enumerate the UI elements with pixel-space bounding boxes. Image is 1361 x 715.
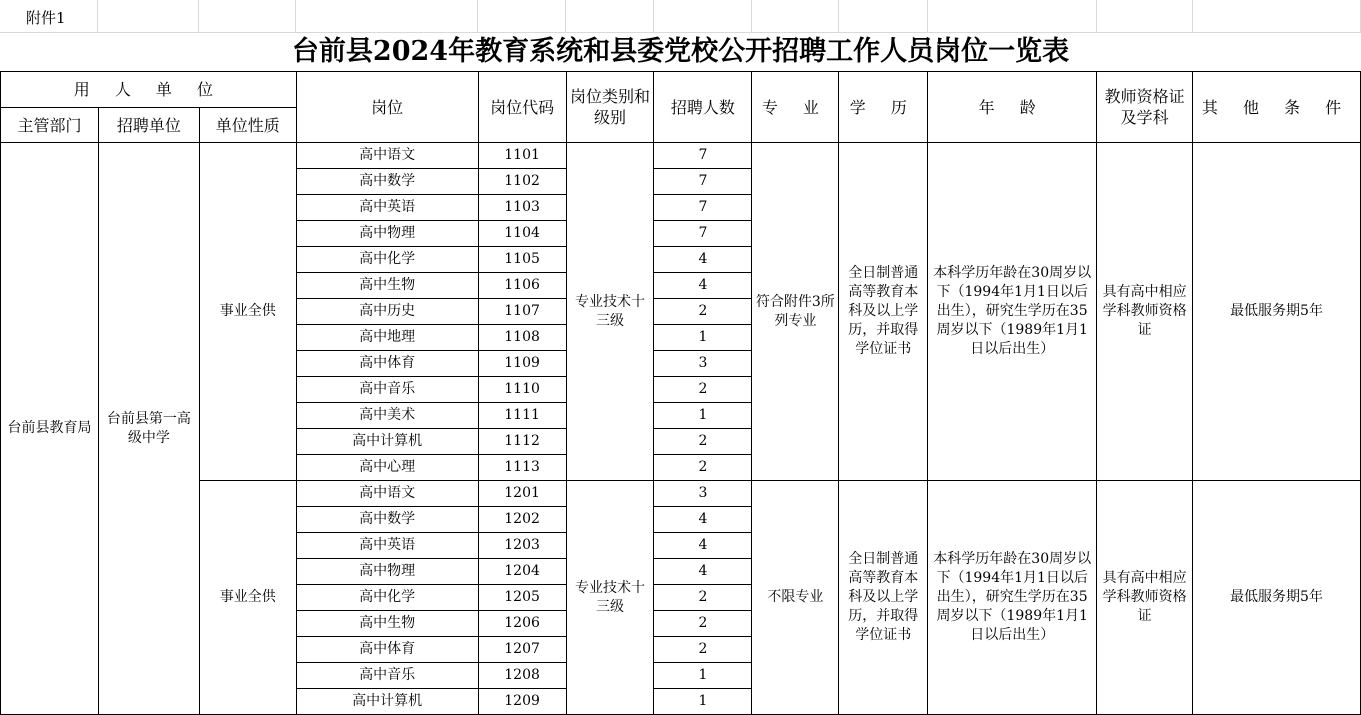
header-nature: 单位性质 — [199, 108, 296, 143]
header-age: 年 龄 — [928, 72, 1097, 143]
post-cell: 高中物理 — [296, 221, 478, 247]
count-cell: 4 — [654, 533, 752, 559]
code-cell: 1105 — [478, 247, 566, 273]
count-cell: 4 — [654, 247, 752, 273]
major-cell: 不限专业 — [752, 481, 839, 715]
count-cell: 3 — [654, 351, 752, 377]
header-count: 招聘人数 — [654, 72, 752, 143]
category-cell: 专业技术十三级 — [566, 481, 654, 715]
count-cell: 7 — [654, 221, 752, 247]
count-cell: 7 — [654, 195, 752, 221]
post-cell: 高中英语 — [296, 533, 478, 559]
post-cell: 高中心理 — [296, 455, 478, 481]
post-cell: 高中数学 — [296, 169, 478, 195]
nature-cell: 事业全供 — [199, 143, 296, 481]
code-cell: 1207 — [478, 637, 566, 663]
header-category: 岗位类别和级别 — [566, 72, 654, 143]
header-major: 专 业 — [752, 72, 839, 143]
count-cell: 4 — [654, 559, 752, 585]
code-cell: 1205 — [478, 585, 566, 611]
post-cell: 高中体育 — [296, 351, 478, 377]
post-cell: 高中数学 — [296, 507, 478, 533]
cert-cell: 具有高中相应学科教师资格证 — [1097, 481, 1193, 715]
code-cell: 1112 — [478, 429, 566, 455]
attachment-label: 附件1 — [26, 9, 66, 27]
count-cell: 4 — [654, 507, 752, 533]
code-cell: 1107 — [478, 299, 566, 325]
age-cell: 本科学历年龄在30周岁以下（1994年1月1日以后出生），研究生学历在35周岁以下（1989年1月1日以后出生） — [928, 143, 1097, 481]
other-cell: 最低服务期5年 — [1193, 481, 1361, 715]
post-cell: 高中生物 — [296, 611, 478, 637]
post-cell: 高中音乐 — [296, 663, 478, 689]
table-row — [1, 143, 1361, 169]
major-cell: 符合附件3所列专业 — [752, 143, 839, 481]
header-education: 学 历 — [839, 72, 928, 143]
code-cell: 1204 — [478, 559, 566, 585]
count-cell: 1 — [654, 689, 752, 715]
count-cell: 1 — [654, 325, 752, 351]
code-cell: 1103 — [478, 195, 566, 221]
code-cell: 1208 — [478, 663, 566, 689]
header-other: 其 他 条 件 — [1193, 72, 1361, 143]
count-cell: 2 — [654, 377, 752, 403]
count-cell: 1 — [654, 403, 752, 429]
dept-cell: 台前县教育局 — [1, 143, 99, 715]
count-cell: 2 — [654, 585, 752, 611]
post-cell: 高中美术 — [296, 403, 478, 429]
code-cell: 1104 — [478, 221, 566, 247]
post-cell: 高中地理 — [296, 325, 478, 351]
post-cell: 高中化学 — [296, 247, 478, 273]
count-cell: 2 — [654, 455, 752, 481]
code-cell: 1110 — [478, 377, 566, 403]
count-cell: 2 — [654, 611, 752, 637]
post-cell: 高中计算机 — [296, 429, 478, 455]
page-title: 台前县2024年教育系统和县委党校公开招聘工作人员岗位一览表 — [291, 36, 1070, 67]
code-cell: 1109 — [478, 351, 566, 377]
code-cell: 1102 — [478, 169, 566, 195]
header-dept: 主管部门 — [1, 108, 99, 143]
code-cell: 1108 — [478, 325, 566, 351]
post-cell: 高中英语 — [296, 195, 478, 221]
unit-cell: 台前县第一高级中学 — [98, 143, 199, 715]
count-cell: 4 — [654, 273, 752, 299]
post-cell: 高中语文 — [296, 143, 478, 169]
education-cell: 全日制普通高等教育本科及以上学历，并取得学位证书 — [839, 143, 928, 481]
header-unit: 招聘单位 — [98, 108, 199, 143]
age-cell: 本科学历年龄在30周岁以下（1994年1月1日以后出生），研究生学历在35周岁以下（1989年1月1日以后出生） — [928, 481, 1097, 715]
header-code: 岗位代码 — [478, 72, 566, 143]
nature-cell: 事业全供 — [199, 481, 296, 715]
count-cell: 1 — [654, 663, 752, 689]
code-cell: 1101 — [478, 143, 566, 169]
code-cell: 1206 — [478, 611, 566, 637]
table-body — [1, 143, 1361, 715]
post-cell: 高中音乐 — [296, 377, 478, 403]
education-cell: 全日制普通高等教育本科及以上学历，并取得学位证书 — [839, 481, 928, 715]
post-cell: 高中物理 — [296, 559, 478, 585]
count-cell: 3 — [654, 481, 752, 507]
code-cell: 1106 — [478, 273, 566, 299]
header-post: 岗位 — [296, 72, 478, 143]
code-cell: 1113 — [478, 455, 566, 481]
post-cell: 高中体育 — [296, 637, 478, 663]
recruitment-table — [0, 71, 1361, 715]
post-cell: 高中计算机 — [296, 689, 478, 715]
header-cert: 教师资格证及学科 — [1097, 72, 1193, 143]
post-cell: 高中生物 — [296, 273, 478, 299]
count-cell: 2 — [654, 637, 752, 663]
code-cell: 1202 — [478, 507, 566, 533]
category-cell: 专业技术十三级 — [566, 143, 654, 481]
header-employer-group: 用 人 单 位 — [1, 72, 297, 108]
code-cell: 1111 — [478, 403, 566, 429]
post-cell: 高中语文 — [296, 481, 478, 507]
post-cell: 高中历史 — [296, 299, 478, 325]
post-cell: 高中化学 — [296, 585, 478, 611]
count-cell: 7 — [654, 143, 752, 169]
cert-cell: 具有高中相应学科教师资格证 — [1097, 143, 1193, 481]
table-row — [1, 481, 1361, 507]
code-cell: 1203 — [478, 533, 566, 559]
count-cell: 2 — [654, 299, 752, 325]
count-cell: 2 — [654, 429, 752, 455]
code-cell: 1201 — [478, 481, 566, 507]
count-cell: 7 — [654, 169, 752, 195]
code-cell: 1209 — [478, 689, 566, 715]
cell-gridlines — [0, 0, 1361, 33]
other-cell: 最低服务期5年 — [1193, 143, 1361, 481]
